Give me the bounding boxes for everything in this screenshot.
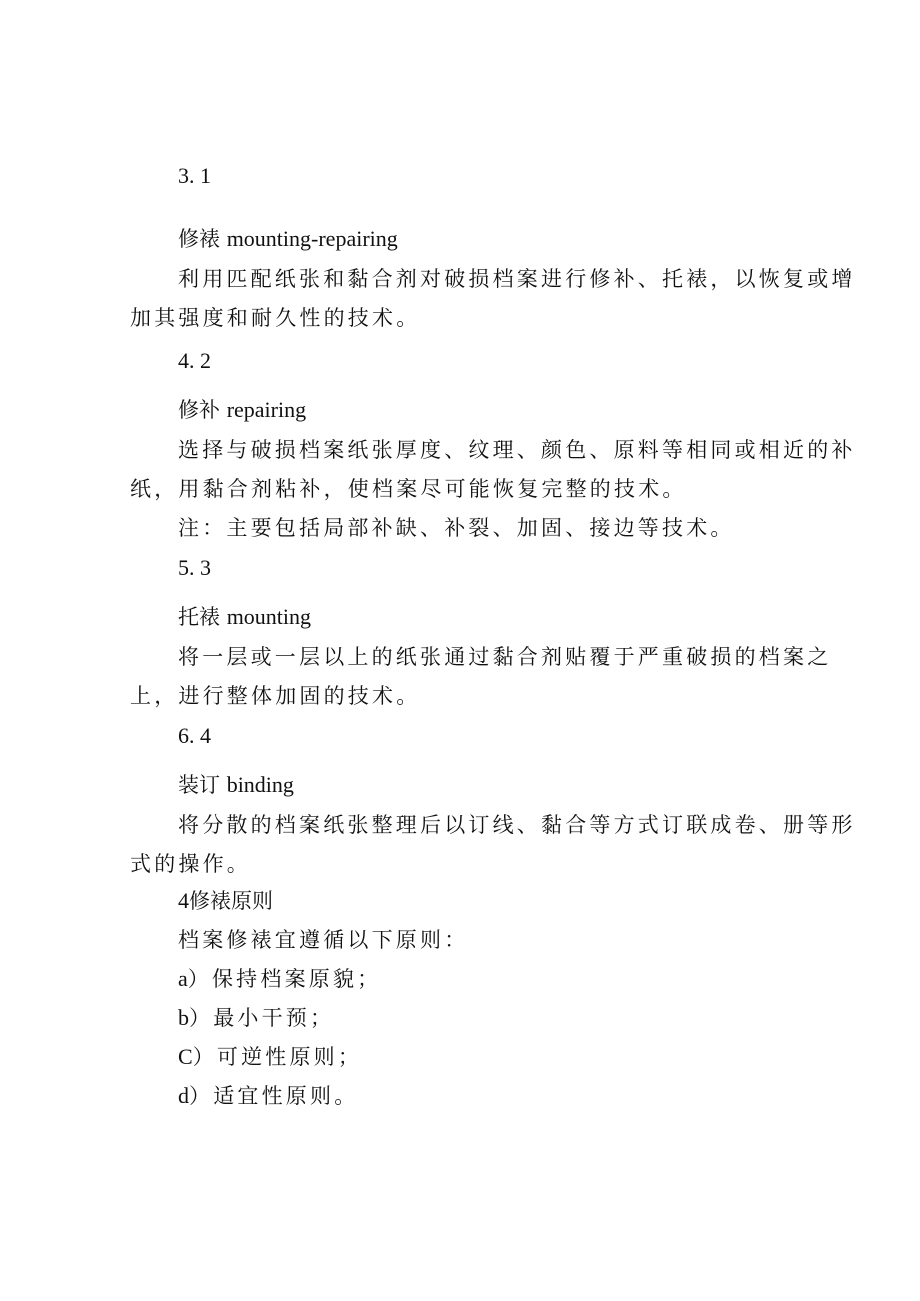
section-number: 4. 2: [178, 348, 211, 373]
definition-line: 利用匹配纸张和黏合剂对破损档案进行修补、托裱，以恢复或增: [178, 267, 856, 291]
definition-line: 选择与破损档案纸张厚度、纹理、颜色、原料等相同或相近的补: [178, 438, 856, 462]
term-heading: [178, 603, 311, 631]
section-number: 3. 1: [178, 163, 211, 188]
term-heading: [178, 225, 398, 253]
definition-line: 式的操作。: [130, 852, 251, 876]
principles-intro: 档案修裱宜遵循以下原则：: [178, 928, 469, 952]
definition-line: 将分散的档案纸张整理后以订线、黏合等方式订联成卷、册等形: [178, 813, 856, 837]
list-text: ）保持档案原貌；: [187, 967, 382, 991]
term-en: repairing: [226, 397, 307, 422]
term-en: binding: [226, 772, 294, 797]
section-number: 6. 4: [178, 723, 211, 748]
term-zh: 修补: [178, 398, 220, 422]
term-heading: [178, 771, 294, 799]
section-number: 5. 3: [178, 555, 211, 580]
list-text: ）最小干预；: [189, 1006, 335, 1030]
term-en: mounting: [226, 604, 312, 629]
list-marker: a: [178, 966, 188, 991]
list-marker: d: [178, 1083, 189, 1108]
list-item: [178, 965, 381, 993]
note: 注：主要包括局部补缺、补裂、加固、接边等技术。: [178, 516, 735, 540]
list-text: ）可逆性原则；: [192, 1045, 363, 1069]
list-text: ）适宜性原则。: [189, 1084, 359, 1108]
list-marker: C: [178, 1044, 193, 1069]
definition-line: 将一层或一层以上的纸张通过黏合剂贴覆于严重破损的档案之: [178, 645, 832, 669]
list-marker: b: [178, 1005, 189, 1030]
term-zh: 托裱: [178, 605, 220, 629]
principles-heading: [178, 887, 273, 915]
definition-line: 上，进行整体加固的技术。: [130, 684, 421, 708]
definition-line: 纸，用黏合剂粘补，使档案尽可能恢复完整的技术。: [130, 477, 687, 501]
list-item: [178, 1004, 334, 1032]
principles-heading-text: 修裱原则: [189, 889, 273, 913]
term-en: mounting-repairing: [226, 226, 398, 251]
term-zh: 修裱: [178, 227, 220, 251]
principles-heading-number: 4: [178, 888, 189, 913]
term-zh: 装订: [178, 773, 220, 797]
term-heading: [178, 396, 306, 424]
definition-line: 加其强度和耐久性的技术。: [130, 306, 421, 330]
list-item: [178, 1043, 362, 1071]
list-item: [178, 1082, 358, 1110]
